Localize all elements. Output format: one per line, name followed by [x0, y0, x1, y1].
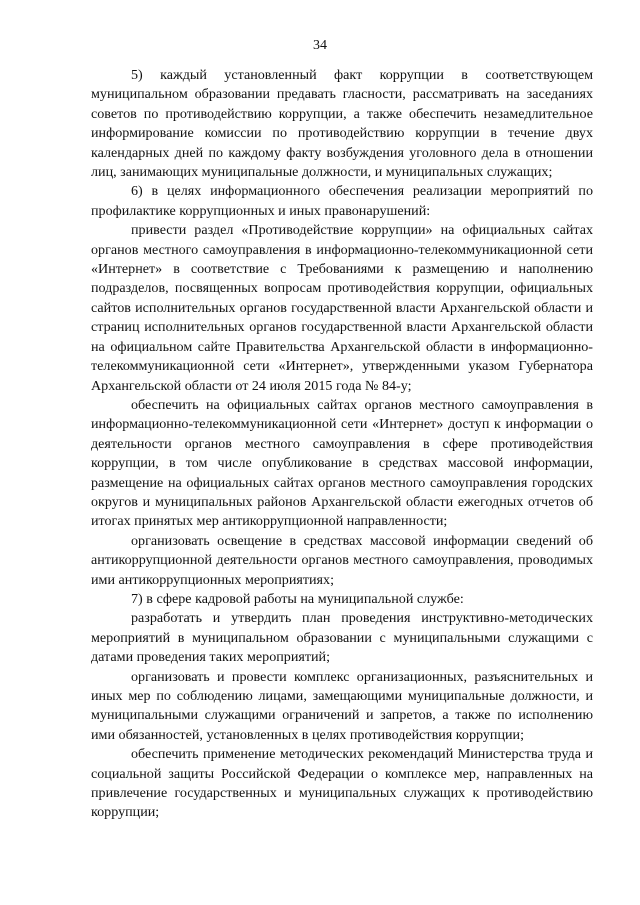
paragraph-method-recommendations: обеспечить применение методических рекомендаций Министерства труда и социальной защиты Российской Федерации о комплексе мер, направленных на привлечение государственных и муниципальных служащих к противодействию коррупции;: [91, 746, 593, 821]
paragraph-training-plan: разработать и утвердить план проведения инструктивно-методических мероприятий в муниципальном образовании с муниципальными служащими с датами проведения таких мероприятий;: [91, 610, 593, 666]
document-body: [91, 66, 593, 823]
paragraph-compliance-measures: организовать и провести комплекс организационных, разъяснительных и иных мер по соблюдению лицами, замещающими муниципальные должности, и муниципальными служащими ограничений и запретов, а также по исполнению ими обязанностей, установленных в целях противодействия коррупции;: [91, 668, 593, 743]
paragraph-item-5: 5) каждый установленный факт коррупции в соответствующем муниципальном образовании предавать гласности, рассматривать на заседаниях советов по противодействию коррупции, а также обеспечить незамедлительное информирование комиссии по противодействию коррупции в течение двух календарных дней по каждому факту возбуждения уголовного дела в отношении лиц, занимающих муниципальные должности, и муниципальных служащих;: [91, 67, 593, 181]
paragraph-access-info: обеспечить на официальных сайтах органов местного самоуправления в информационно-телекоммуникационной сети «Интернет» доступ к информации о деятельности органов местного самоуправления в сфере противодействия коррупции, в том числе опубликование в средствах массовой информации, размещение на официальных сайтах органов местного самоуправления городских округов и муниципальных районов Архангельской области ежегодных отчетов об итогах принятых мер антикоррупционной направленности;: [91, 396, 593, 530]
paragraph-media-coverage: организовать освещение в средствах массовой информации сведений об антикоррупционной деятельности органов местного самоуправления, проводимых ими антикоррупционных мероприятиях;: [91, 532, 593, 588]
paragraph-item-6: 6) в целях информационного обеспечения реализации мероприятий по профилактике коррупционных и иных правонарушений:: [91, 183, 593, 219]
paragraph-section-page: привести раздел «Противодействие коррупции» на официальных сайтах органов местного самоуправления в информационно-телекоммуникационной сети «Интернет» в соответствие с Требованиями к размещению и наполнению подразделов, посвященных вопросам противодействия коррупции, официальных сайтов исполнительных органов государственной власти Архангельской области и страниц исполнительных органов государственной власти Архангельской области на официальном сайте Правительства Архангельской области в информационно-телекоммуникационной сети «Интернет», утвержденными указом Губернатора Архангельской области от 24 июля 2015 года № 84-у;: [91, 222, 593, 394]
page-number: 34: [313, 38, 327, 53]
paragraph-item-7: 7) в сфере кадровой работы на муниципальной службе:: [131, 590, 464, 607]
